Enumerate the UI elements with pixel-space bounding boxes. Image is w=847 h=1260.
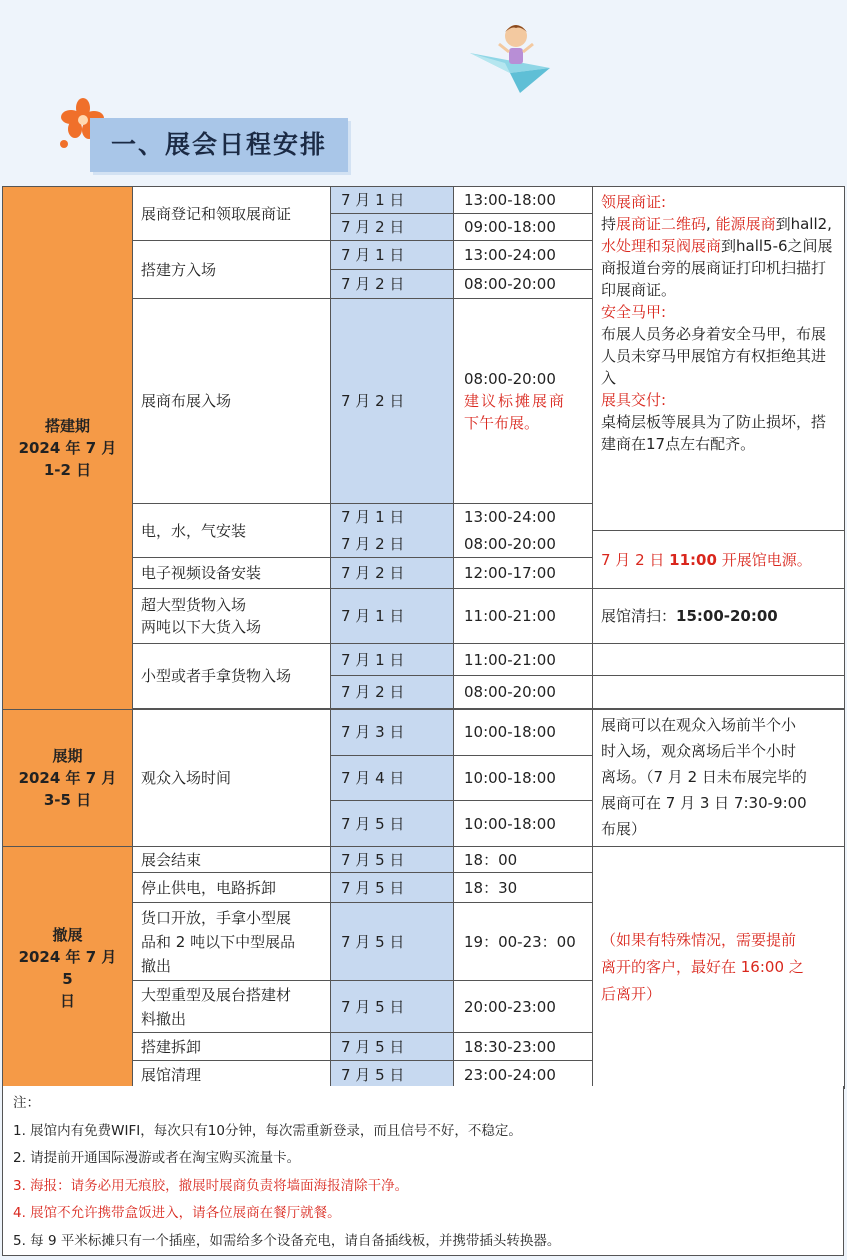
cleaning-label: 展馆清扫：: [601, 607, 677, 625]
phase-period: 2024 年 7 月: [18, 769, 117, 787]
build-notes-cell: [593, 187, 845, 531]
note-line: 印展商证。: [601, 281, 677, 299]
power-note-cell: [593, 531, 845, 589]
date-cell: 7 月 2 日: [331, 531, 454, 558]
item-line: 货口开放，手拿小型展: [141, 908, 292, 927]
date-cell: 7 月 1 日: [331, 241, 454, 270]
item-cell: 停止供电，电路拆卸: [133, 873, 331, 903]
time-cell: 10:00-18:00: [454, 755, 593, 801]
note-heading: 安全马甲:: [601, 303, 667, 321]
footnote-item: 2. 请提前开通国际漫游或者在淘宝购买流量卡。: [13, 1150, 301, 1166]
paper-plane-kid-icon: [465, 18, 555, 98]
cleaning-note-cell: [593, 589, 845, 644]
time-cell: 08:00-20:00: [454, 270, 593, 299]
time-cell: 11:00-21:00: [454, 644, 593, 676]
phase-name: 搭建期: [44, 417, 90, 435]
footnote-item: 1. 展馆内有免费WIFI，每次只有10分钟，每次需重新登录，而且信号不好，不稳定。: [13, 1122, 522, 1139]
time-cell: 10:00-18:00: [454, 801, 593, 847]
note-line: 建商在17点左右配齐。: [601, 435, 756, 453]
item-cell: [133, 981, 331, 1033]
phase-days: 1-2 日: [43, 461, 92, 479]
phase-days: 日: [59, 991, 75, 1010]
time-cell: 19：00-23：00: [454, 903, 593, 981]
date-cell: 7 月 4 日: [331, 755, 454, 801]
time-cell: 18：30: [454, 873, 593, 903]
note-heading: 展具交付:: [601, 391, 667, 409]
time-cell: 12:00-17:00: [454, 558, 593, 589]
footnote-item: 5. 每 9 平米标摊只有一个插座，如需给多个设备充电，请自备插线板，并携带插头转换器。: [13, 1232, 561, 1249]
item-line: 两吨以下大货入场: [141, 618, 262, 636]
time-cell: 10:00-18:00: [454, 710, 593, 756]
table-row: [3, 710, 845, 756]
item-line: 品和 2 吨以下中型展品: [141, 932, 296, 951]
empty-cell: [593, 676, 845, 709]
time-cell: 09:00-18:00: [454, 214, 593, 241]
time-note: 下午布展。: [464, 414, 540, 432]
date-cell: 7 月 2 日: [331, 214, 454, 241]
phase-cell-show: [3, 710, 133, 847]
time-cell: 13:00-24:00: [454, 504, 593, 531]
footnote-label: 注：: [13, 1095, 40, 1111]
item-cell: [133, 903, 331, 981]
time-cell: 13:00-24:00: [454, 241, 593, 270]
date-cell: 7 月 5 日: [331, 1061, 454, 1089]
table-row: [3, 847, 845, 873]
note-line: 布展人员务必身着安全马甲，布展: [601, 325, 827, 343]
item-line: 超大型货物入场: [141, 596, 247, 614]
time-cell: 11:00-21:00: [454, 589, 593, 644]
date-cell: 7 月 5 日: [331, 847, 454, 873]
time-cell: 23:00-24:00: [454, 1061, 593, 1089]
phase-name: 撤展: [52, 925, 83, 944]
time-cell: 20:00-23:00: [454, 981, 593, 1033]
note-line: 展商可在 7 月 3 日 7:30-9:00: [601, 794, 807, 812]
item-cell: 小型或者手拿货物入场: [133, 644, 331, 709]
note-line: 商报道台旁的展商证打印机扫描打: [601, 259, 827, 277]
note-line: 入: [601, 369, 617, 387]
phase-days: 3-5 日: [43, 791, 92, 809]
page-title: 一、展会日程安排: [90, 118, 348, 172]
note-line: 水处理和泵阀展商到hall5-6之间展: [601, 237, 833, 255]
footnotes: [2, 1086, 844, 1256]
time-note: 建议标摊展商: [464, 392, 567, 410]
date-cell: 7 月 5 日: [331, 903, 454, 981]
note-line: 人员未穿马甲展馆方有权拒绝其进: [601, 347, 827, 365]
time-cell: [454, 299, 593, 504]
time-value: 08:00-20:00: [464, 370, 556, 388]
note-line: （如果有特殊情况，需要提前: [601, 931, 797, 949]
footnote-item: 4. 展馆不允许携带盒饭进入，请各位展商在餐厅就餐。: [13, 1205, 341, 1221]
item-cell: 展商布展入场: [133, 299, 331, 504]
time-cell: 08:00-20:00: [454, 531, 593, 558]
phase-cell-teardown: [3, 847, 133, 1089]
item-cell: 观众入场时间: [133, 710, 331, 847]
note-line: 时入场，观众离场后半个小时: [601, 742, 797, 760]
item-line: 大型重型及展台搭建材: [141, 985, 292, 1004]
item-cell: 展馆清理: [133, 1061, 331, 1089]
table-row: [3, 187, 845, 214]
date-cell: 7 月 3 日: [331, 710, 454, 756]
note-heading: 领展商证:: [601, 193, 667, 211]
item-cell: 电，水，气安装: [133, 504, 331, 558]
item-cell: 搭建方入场: [133, 241, 331, 299]
phase-cell-build: [3, 187, 133, 710]
time-cell: 13:00-18:00: [454, 187, 593, 214]
date-cell: 7 月 2 日: [331, 676, 454, 709]
note-line: 展商可以在观众入场前半个小: [601, 716, 797, 734]
note-line: 离场。（7 月 2 日未布展完毕的: [601, 768, 807, 786]
note-line: 布展）: [601, 820, 647, 838]
footnote-item: 3. 海报：请务必用无痕胶，撤展时展商负责将墙面海报清除干净。: [13, 1177, 409, 1194]
date-cell: 7 月 1 日: [331, 504, 454, 531]
schedule-table: [2, 186, 845, 1089]
note-line: 后离开）: [601, 985, 662, 1003]
item-cell: 电子视频设备安装: [133, 558, 331, 589]
date-cell: 7 月 2 日: [331, 299, 454, 504]
note-line: 桌椅层板等展具为了防止损坏，搭: [601, 413, 827, 431]
date-cell: 7 月 5 日: [331, 801, 454, 847]
note-line: 离开的客户，最好在 16:00 之: [601, 958, 804, 976]
time-cell: 18：00: [454, 847, 593, 873]
date-cell: 7 月 1 日: [331, 644, 454, 676]
time-cell: 18:30-23:00: [454, 1033, 593, 1061]
item-line: 撤出: [141, 956, 172, 975]
date-cell: 7 月 5 日: [331, 981, 454, 1033]
cleaning-time: 15:00-20:00: [676, 607, 778, 625]
date-cell: 7 月 5 日: [331, 1033, 454, 1061]
phase-period: 2024 年 7 月: [18, 439, 117, 457]
date-cell: 7 月 2 日: [331, 270, 454, 299]
show-note-cell: [593, 710, 845, 847]
item-cell: [133, 589, 331, 644]
power-note: 开展馆电源。: [716, 550, 812, 569]
empty-cell: [593, 644, 845, 676]
item-cell: 搭建拆卸: [133, 1033, 331, 1061]
date-cell: 7 月 5 日: [331, 873, 454, 903]
phase-period: 2024 年 7 月 5: [18, 947, 117, 988]
item-line: 料撤出: [141, 1009, 187, 1028]
item-cell: 展会结束: [133, 847, 331, 873]
date-cell: 7 月 2 日: [331, 558, 454, 589]
time-cell: 08:00-20:00: [454, 676, 593, 709]
phase-name: 展期: [52, 747, 83, 765]
power-time: 11:00: [669, 550, 717, 569]
date-cell: 7 月 1 日: [331, 589, 454, 644]
note-line: 持展商证二维码, 能源展商到hall2,: [601, 215, 832, 233]
power-note: 7 月 2 日: [601, 550, 670, 569]
date-cell: 7 月 1 日: [331, 187, 454, 214]
item-cell: 展商登记和领取展商证: [133, 187, 331, 241]
teardown-note-cell: [593, 847, 845, 1089]
